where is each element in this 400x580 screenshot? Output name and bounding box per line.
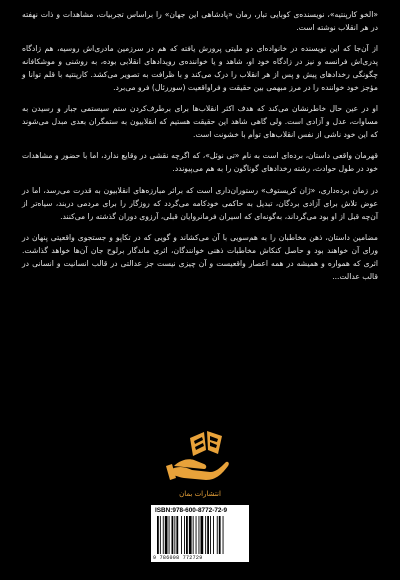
paragraph-5: در زمان برده‌داری، «ژان کریستوف» رستوران‌داری است که براثر مبارزه‌های انقلابیون به قدرت می‌رسد، اما در عوض تلاش برای آزادی بردگان، تبدیل به حاکمی خودکامه می‌گردد که روزگار را برای مردمی دربند، سیاه‌تر از آن‌چه قبل از او بود می‌گرداند، به‌گونه‌ای که اسیران فرمانروایان قبلی، آرزوی دوران گذشته را می‌کنند. [22,185,378,221]
blurb-text [22,8,378,283]
paragraph-3: او در عین حال خاطرنشان می‌کند که هدف اکثر انقلاب‌ها برای برطرف‌کردن ستم سیستمی جبار و رسیدن به مساوات، عدل و آزادی است. ولی گاهی شاهد این حقیقت هستیم که انقلابیون به ستمگران بعدی مبدل می‌شوند که این خود ناشی از نفس انقلاب‌های توأم با خشونت است. [22,104,378,140]
publisher-name: انتشارات بمان [179,490,221,498]
paragraph-1: «الخو کارپنتیه»، نویسنده‌ی کوبایی تبار، رمان «پادشاهی این جهان» را براساس تجربیات، مشاهدات و ذات نهفته در هر انقلاب نوشته است. [22,10,378,33]
book-hand-icon [160,420,240,490]
barcode-number: 9 786008 772729 [153,555,203,561]
barcode-panel [151,505,249,562]
isbn-label: ISBN:978-600-8772-72-9 [155,507,228,514]
paragraph-6: مضامین داستان، ذهن مخاطبان را به هم‌سویی با آن می‌کشاند و گویی که در تکاپو و جستجوی واقعیتی پنهان در ورای آن خواهند بود و حاصل کنکاش مخاطبات ذهنی خوانندگان، اثری ماندگار برلوح جان آن‌ها خواهد گذاشت. اثری که همواره و همیشه در همه اعصار واقعیست و آن چیزی نیست جز عدالتی در قالب انسانیت و انسانی در قالب عدالت... [22,232,378,281]
barcode-icon [157,516,243,554]
paragraph-4: قهرمان واقعی داستان، برده‌ای است به نام «تی نوئل»، که اگرچه نقشی در وقایع ندارد، اما با حضور و مشاهدات خود در طول حوادث، رشته رخدادهای گوناگون را به هم می‌پیوندد. [22,151,378,174]
paragraph-2: از آن‌جا که این نویسنده در خانواده‌ای دو ملیتی پرورش یافته که هم در سرزمین مادری‌اش روسیه، هم زادگاه پدری‌اش فرانسه و نیز در زادگاه خود او، شاهد و یا خواننده‌ی رویدادهای انقلابی بوده، به روشنی و موشکافانه چگونگی رخدادهای پیش و پس از هر انقلاب را درک می‌کند و با ظرافت به تصویر می‌کشد. کارپنتیه با قلم توانا و مؤجز خود خواننده را در مرز مبهمی بین حقیقت و فراواقعیت (سوررئال) فرو می‌برد. [22,44,378,93]
